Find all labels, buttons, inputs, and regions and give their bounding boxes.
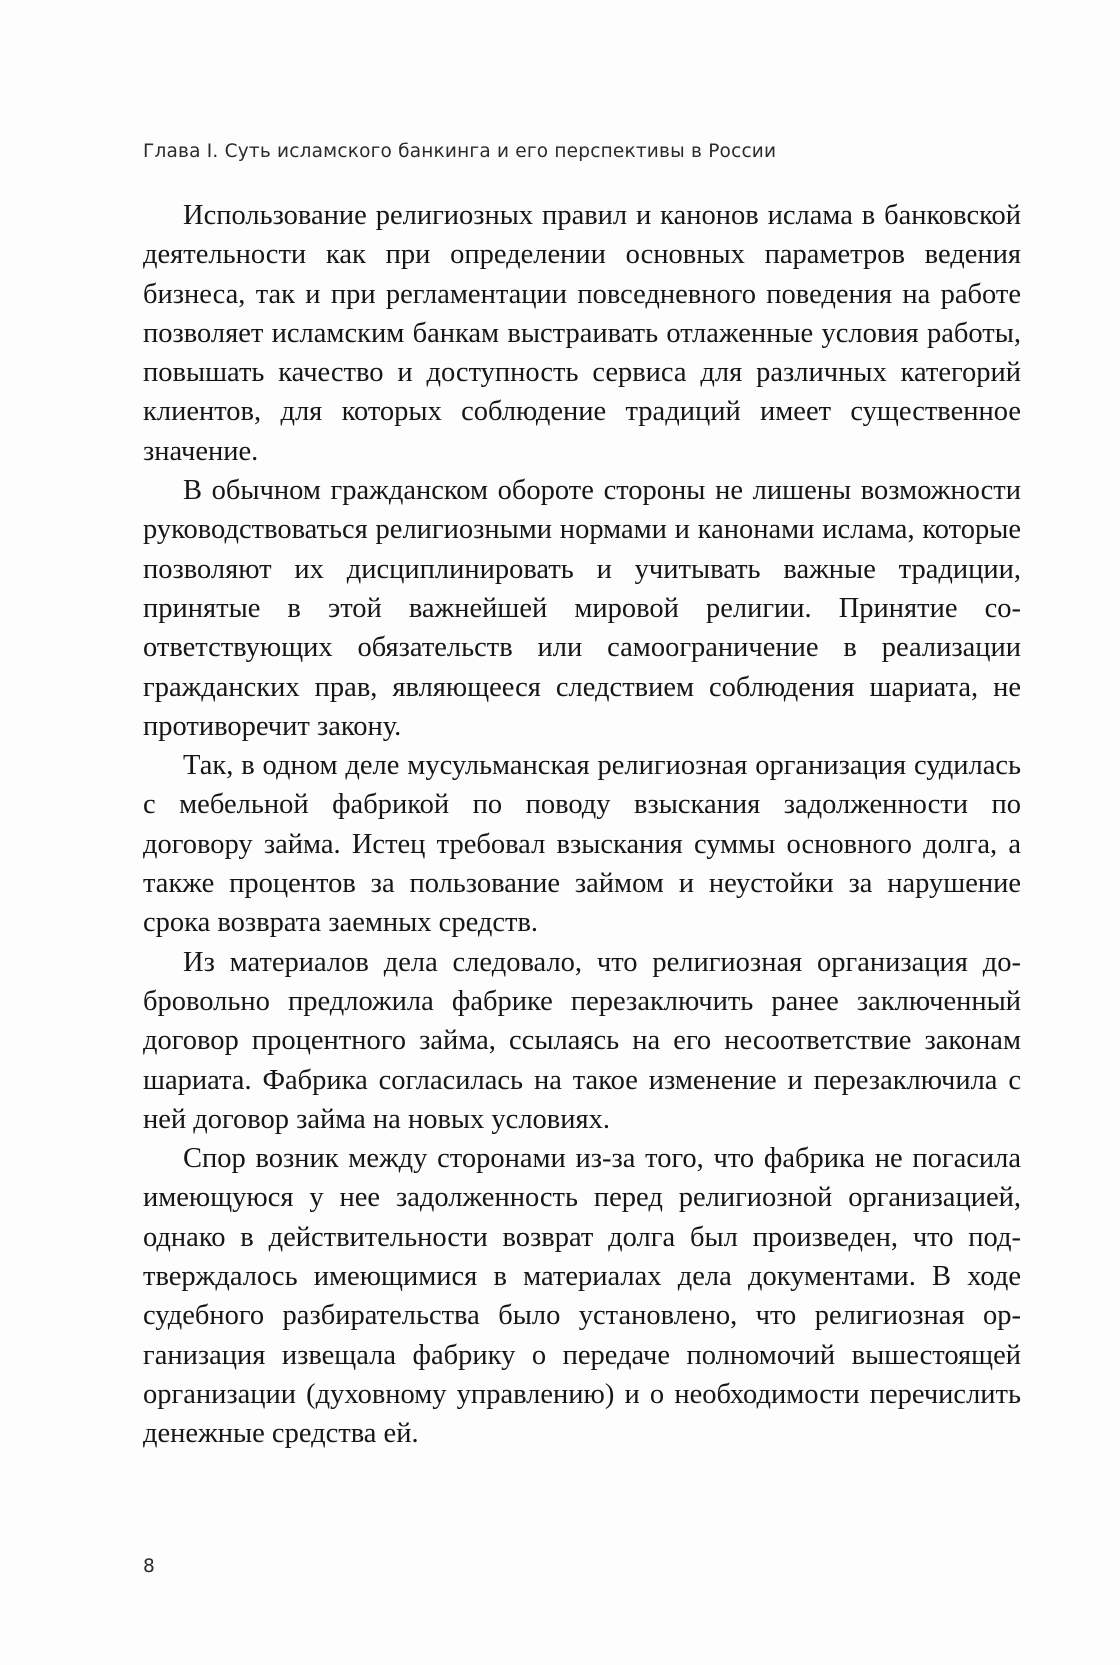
body-text bbox=[143, 196, 1021, 1454]
paragraph: Использование религиозных правил и канонов ислама в банковской деятельности как при определении основных параметров ведения бизнеса, так и при регламентации повседневного поведения на работе позволяет исламским банкам выстраивать отлаженные условия работы, повышать качество и доступность сервиса для различных категорий клиентов, для которых соблюдение традиций имеет существенное значение. bbox=[143, 200, 1021, 467]
paragraph: Так, в одном деле мусульманская религиозная организация судилась с мебельной фабрикой по поводу взыскания задолженности по договору займа. Истец требовал взыскания суммы основного долга, а также процентов за пользование займом и неустойки за нарушение срока возврата заемных средств. bbox=[143, 750, 1021, 939]
paragraph: Из материалов дела следовало, что религиозная организация добровольно предложила фабрике перезаключить ранее заключенный договор процентного займа, ссылаясь на его несоответствие законам шариата. Фабрика согласилась на такое изменение и перезаключила с ней договор займа на новых условиях. bbox=[143, 946, 1021, 1135]
page-number: 8 bbox=[143, 1556, 155, 1577]
running-header: Глава I. Суть исламского банкинга и его перспективы в России bbox=[143, 141, 777, 162]
paragraph: В обычном гражданском обороте стороны не лишены возможности руководствоваться религиозными нормами и канонами ислама, которые позволяют их дисциплинировать и учитывать важные традиции, принятые в этой важнейшей мировой религии. Принятие соответствующих обязательств или самоограничение в реализации гражданских прав, являющееся следствием соблюдения шариата, не противоречит закону. bbox=[143, 475, 1021, 742]
paragraph: Спор возник между сторонами из-за того, что фабрика не погасила имеющуюся у нее задолженность перед религиозной организацией, однако в действительности возврат долга был произведен, что подтверждалось имеющимися в материалах дела документами. В ходе судебного разбирательства было установлено, что религиозная организация извещала фабрику о передаче полномочий вышестоящей организации (духовному управлению) и о необходимости перечислить денежные средства ей. bbox=[143, 1143, 1021, 1450]
